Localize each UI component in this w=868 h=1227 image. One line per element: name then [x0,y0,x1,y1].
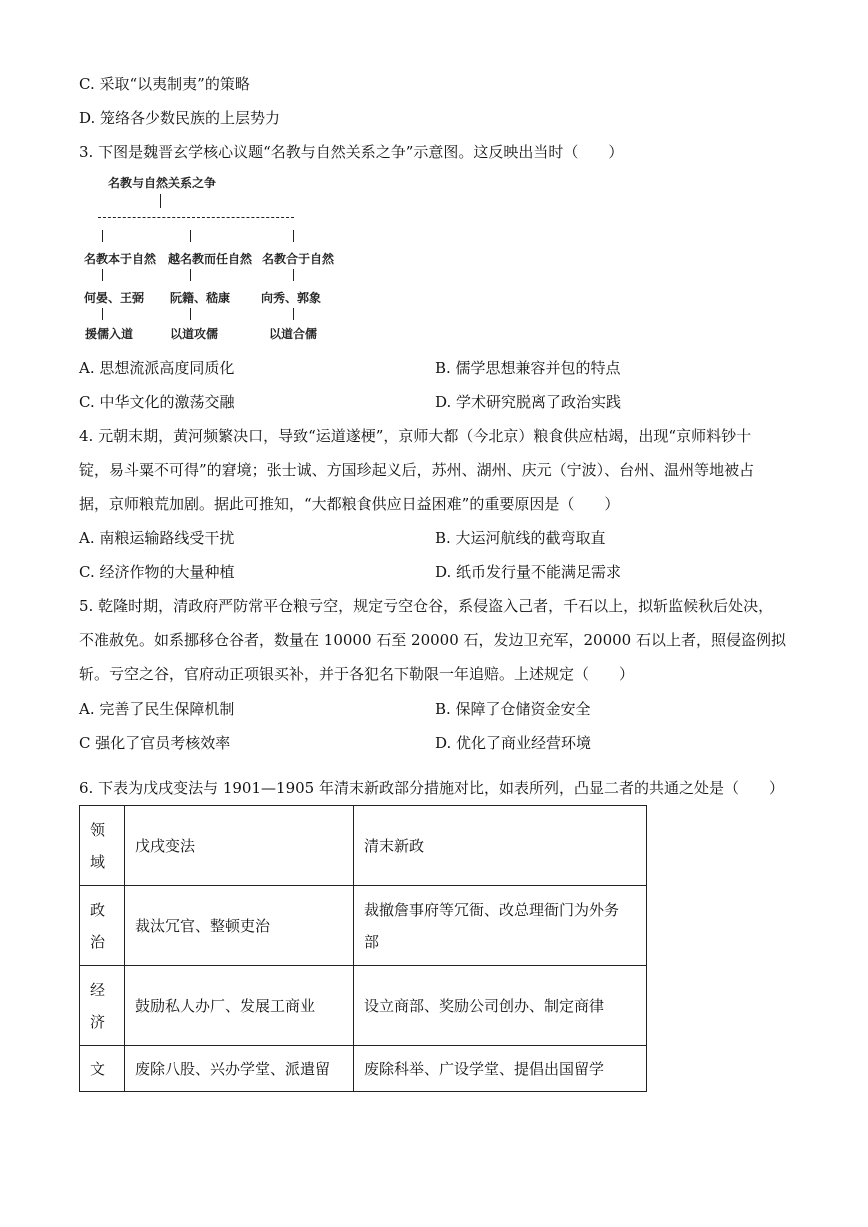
header-xinzheng: 清末新政 [354,806,647,886]
cell-wuxu: 裁汰冗官、整顿吏治 [125,886,354,966]
option-d-prev: D. 笼络各少数民族的上层势力 [79,109,281,127]
q4-option-c: C. 经济作物的大量种植 [79,563,235,581]
diagram-root-connector [160,194,161,208]
diagram-people-3: 向秀、郭象 [261,291,322,305]
diagram-connector [293,308,294,320]
q4-line: 4. 元朝末期，黄河频繁决口，导致“运道遂梗”，京师大都（今北京）粮食供应枯竭，出现“京师料钞十 [79,427,752,445]
q4-line: 锭，易斗粟不可得”的窘境；张士诚、方国珍起义后，苏州、湖州、庆元（宁波）、台州、温州等地被占 [79,461,755,479]
q5-line: 斩。亏空之谷，官府动正项银买补，并于各犯名下勒限一年追赔。上述规定（ ） [79,665,635,683]
diagram-view-2: 越名教而任自然 [168,252,253,266]
q4-stem [79,419,791,521]
q4-option-b: B. 大运河航线的截弯取直 [435,529,606,547]
diagram-approach-3: 以道合儒 [269,327,318,341]
cell-field: 政治 [80,886,125,966]
option-c-prev: C. 采取“以夷制夷”的策略 [79,75,250,93]
q5-option-b: B. 保障了仓储资金安全 [435,700,591,718]
table-row [80,966,647,1046]
q3-option-d: D. 学术研究脱离了政治实践 [435,393,622,411]
diagram-connector [102,230,103,242]
cell-field: 文 [80,1046,125,1092]
table-row [80,886,647,966]
q3-option-a: A. 思想流派高度同质化 [79,359,235,377]
diagram-connector [102,308,103,320]
diagram-connector [190,308,191,320]
cell-field: 经济 [80,966,125,1046]
diagram-approach-2: 以道攻儒 [170,327,219,341]
q6-stem: 6. 下表为戊戌变法与 1901—1905 年清末新政部分措施对比，如表所列，凸显二者的共通之处是（ ） [79,779,784,797]
diagram-root: 名教与自然关系之争 [108,176,217,190]
q3-stem: 3. 下图是魏晋玄学核心议题“名教与自然关系之争”示意图。这反映出当时（ ） [79,143,624,161]
table-header-row [80,806,647,886]
q5-stem [79,589,791,691]
q3-option-c: C. 中华文化的激荡交融 [79,393,235,411]
q4-option-d: D. 纸币发行量不能满足需求 [435,563,622,581]
cell-xinzheng: 裁撤詹事府等冗衙、改总理衙门为外务部 [354,886,647,966]
q5-option-d: D. 优化了商业经营环境 [435,734,592,752]
cell-wuxu: 鼓励私人办厂、发展工商业 [125,966,354,1046]
diagram-people-1: 何晏、王弼 [84,291,145,305]
diagram-branch-line [98,217,294,218]
q5-line: 不准赦免。如系挪移仓谷者，数量在 10000 石至 20000 石，发边卫充军，20000 石以上者，照侵盗例拟 [79,631,786,649]
header-field: 领域 [80,806,125,886]
diagram-connector [102,269,103,281]
q4-option-a: A. 南粮运输路线受干扰 [79,529,235,547]
q5-option-c: C 强化了官员考核效率 [79,734,231,752]
table-row [80,1046,647,1092]
diagram-connector [293,269,294,281]
header-wuxu: 戊戌变法 [125,806,354,886]
diagram-connector [190,230,191,242]
q5-option-a: A. 完善了民生保障机制 [79,700,235,718]
cell-xinzheng: 废除科举、广设学堂、提倡出国留学 [354,1046,647,1092]
diagram-connector [293,230,294,242]
cell-wuxu: 废除八股、兴办学堂、派遣留 [125,1046,354,1092]
diagram-people-2: 阮籍、嵇康 [170,291,231,305]
cell-xinzheng: 设立商部、奖励公司创办、制定商律 [354,966,647,1046]
diagram-approach-1: 援儒入道 [85,327,134,341]
q3-diagram [80,170,380,345]
diagram-connector [190,269,191,281]
q5-line: 5. 乾隆时期，清政府严防常平仓粮亏空，规定亏空仓谷，系侵盗入己者，千石以上，拟斩监候秋后处决， [79,597,774,615]
q4-line: 据，京师粮荒加剧。据此可推知，“大都粮食供应日益困难”的重要原因是（ ） [79,495,620,513]
diagram-view-1: 名教本于自然 [84,252,157,266]
comparison-table [79,805,647,1092]
diagram-view-3: 名教合于自然 [262,252,335,266]
q3-option-b: B. 儒学思想兼容并包的特点 [435,359,621,377]
